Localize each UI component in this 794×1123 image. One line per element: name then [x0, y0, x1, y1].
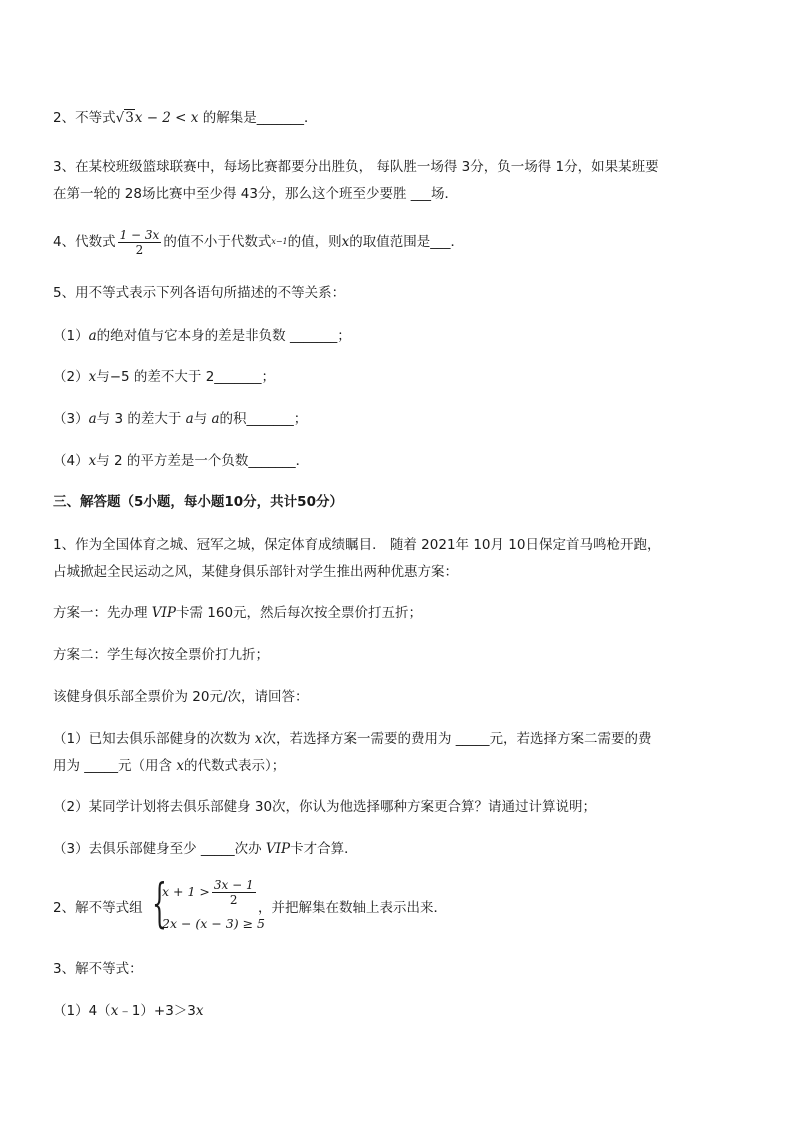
question-5-item-3: （3）a与 3 的差大于 a与 a的积_______；: [53, 411, 308, 427]
q4-fraction: $\frac{1 - 3x}{2}$: [119, 227, 160, 257]
problem-2-prefix: 2、解不等式组: [53, 900, 143, 916]
brace-icon: {: [152, 874, 167, 934]
ticket-price: 该健身俱乐部全票价为 20元/次，请回答：: [53, 689, 309, 705]
question-5-item-2: （2）x与−5 的差不大于 2_______；: [53, 369, 276, 385]
sqrt-expression: √3: [115, 110, 134, 126]
q4-small-expression: x−1: [271, 237, 288, 246]
section-3-title: 三、解答题（5小题，每小题10分，共计50分）: [53, 494, 343, 510]
problem-1-sub-3: （3）去俱乐部健身至少 _____次办 VIP卡才合算．: [53, 841, 358, 857]
q2-suffix: 的解集是_______．: [202, 110, 318, 126]
q4-variable: x: [341, 234, 350, 250]
problem-1-sub-1-line-1: （1）已知去俱乐部健身的次数为 x次，若选择方案一需要的费用为 _____元，若选择方案二需要的费: [53, 731, 652, 747]
question-2: [53, 108, 317, 128]
question-5-item-1: （1）a的绝对值与它本身的差是非负数 _______；: [53, 328, 351, 344]
problem-1-line-2: 占城掀起全民运动之风，某健身俱乐部针对学生推出两种优惠方案：: [53, 564, 458, 580]
question-5-item-4: （4）x与 2 的平方差是一个负数_______．: [53, 453, 310, 469]
q4-suffix: 的取值范围是___．: [349, 234, 465, 250]
q2-expression: x − 2 < x: [134, 110, 199, 126]
problem-1-sub-1-line-2: 用为 _____元（用含 x的代数式表示）；: [53, 758, 286, 774]
plan-2: 方案二：学生每次按全票价打九折；: [53, 647, 269, 663]
system-row-2: 2x − (x − 3) ≥ 5: [162, 916, 265, 931]
q4-mid: 的值不小于代数式: [163, 234, 272, 250]
problem-3-title: 3、解不等式：: [53, 961, 143, 977]
system-row-1: x + 1 > $\frac{3x - 1}{2}$: [162, 878, 254, 907]
question-3-line-1: 3、在某校班级篮球联赛中，每场比赛都要分出胜负， 每队胜一场得 3分，负一场得 1分，如果某班要: [53, 159, 659, 175]
problem-3-sub-1: （1）4（x﹣1）+3＞3x: [53, 1003, 204, 1019]
problem-2-suffix: ，并把解集在数轴上表示出来．: [258, 900, 447, 916]
question-5-title: 5、用不等式表示下列各语句所描述的不等关系：: [53, 285, 346, 301]
q4-prefix: 4、代数式: [53, 234, 116, 250]
question-4: [53, 226, 464, 258]
problem-1-line-1: 1、作为全国体育之城、冠军之城，保定体育成绩瞩目． 随着 2021年 10月 10日保定首马鸣枪开跑，: [53, 537, 661, 553]
question-3-line-2: 在第一轮的 28场比赛中至少得 43分，那么这个班至少要胜 ___场．: [53, 186, 458, 202]
problem-1-sub-2: （2）某同学计划将去俱乐部健身 30次，你认为他选择哪种方案更合算？请通过计算说明；: [53, 799, 597, 815]
q4-mid2: 的值，则: [287, 234, 342, 250]
plan-1: 方案一：先办理 VIP卡需 160元，然后每次按全票价打五折；: [53, 605, 423, 621]
q2-prefix: 2、不等式: [53, 110, 116, 126]
